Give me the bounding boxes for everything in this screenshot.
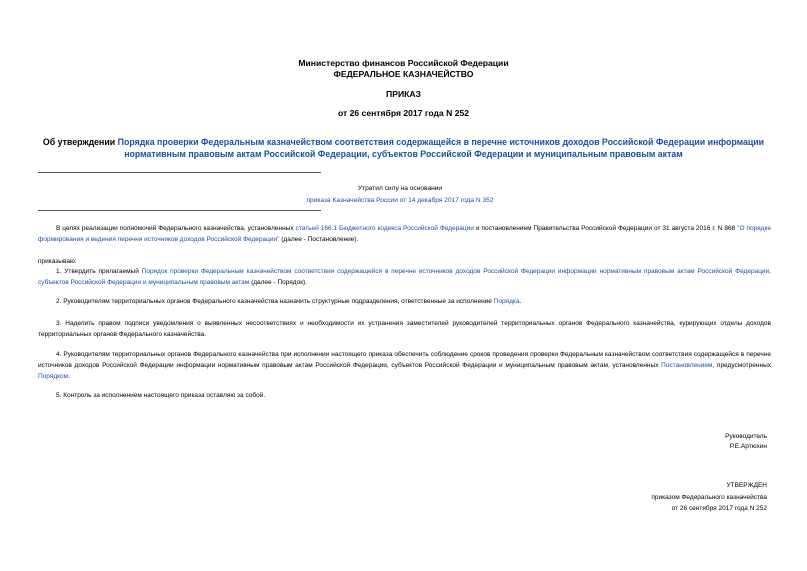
title-prefix: Об утверждении <box>42 137 118 147</box>
item-2-link[interactable]: Порядка <box>493 298 520 305</box>
approval-title: УТВЕРЖДЕН <box>726 482 767 489</box>
item-2-text-1: 2. Руководителям территориальных органов Федерального казначейства назначить структурные подразделения, ответственные за исполнение <box>56 298 494 305</box>
item-4 <box>38 349 771 382</box>
divider-top <box>38 172 321 173</box>
signature-name: Р.Е.Артюхин <box>729 443 767 450</box>
item-4-link-1[interactable]: Постановлением <box>661 362 713 369</box>
item-3: 3. Наделить правом подписи уведомления о выявленных несоответствиях и необходимости их устранения заместителей руководителей территориальных органов Федерального казначейства, курирующих отделы доходов территориальных органов Федерального казначейства. <box>38 320 771 338</box>
approval-line-2: от 26 сентября 2017 года N 252 <box>671 505 767 512</box>
item-1-text-1: 1. Утвердить прилагаемый <box>56 268 142 275</box>
preamble-text-3: (далее - Постановление). <box>279 236 359 243</box>
status-line-1: Утратил силу на основании <box>357 185 443 192</box>
order-word: приказываю: <box>38 258 77 265</box>
signature-role: Руководитель <box>725 433 767 440</box>
item-4-text-3: . <box>68 373 70 380</box>
divider-bottom <box>38 210 321 211</box>
item-4-link-2[interactable]: Порядком <box>38 373 69 380</box>
item-1 <box>38 266 771 288</box>
preamble-paragraph <box>38 223 771 245</box>
preamble-link-2[interactable]: "О порядке формирования и ведения перечня источников доходов Российской Федерации" <box>38 225 771 243</box>
item-1-link[interactable]: Порядок проверки Федеральным казначейством соответствия содержащейся в перечне источников доходов Российской Федерации информации нормативным правовым актам Российской Федерации, субъектов Российской Федерации и муниципальным правовым актам <box>38 268 771 286</box>
preamble-link-1[interactable]: статьей 166.1 Бюджетного кодекса Российской Федерации <box>295 225 474 232</box>
title-link[interactable]: Порядка проверки Федеральным казначейством соответствия содержащейся в перечне источников доходов Российской Федерации информации нормативным правовым актам Российской Федерации, субъектов Российской Федерации и муниципальным правовым актам <box>117 137 765 159</box>
approval-line-1: приказом Федерального казначейства <box>651 494 767 501</box>
preamble-text-2: и постановлением Правительства Российской Федерации от 31 августа 2016 г. N 868 <box>473 225 738 232</box>
doc-type-heading: ПРИКАЗ <box>386 89 421 99</box>
item-4-text-2: , предусмотренных <box>712 362 771 369</box>
item-4-text-1: 4. Руководителям территориальных органов Федерального казначейства при исполнении настоящего приказа обеспечить соблюдение сроков проведения проверки Федеральным казначейством соответствия содержащейся в перечне источников доходов Российской Федерации информации нормативным правовым актам Российской Федерации, субъектов Российской Федерации и муниципальным правовым актам, установленных <box>38 351 771 369</box>
agency-heading: ФЕДЕРАЛЬНОЕ КАЗНАЧЕЙСТВО <box>333 69 474 79</box>
item-2-text-2: . <box>519 298 522 305</box>
ministry-heading: Министерство финансов Российской Федерации <box>298 58 509 68</box>
item-2 <box>38 296 771 307</box>
status-link[interactable]: приказа Казначейства России от 14 декабря 2017 года N 352 <box>306 197 494 204</box>
preamble-text-1: В целях реализации полномочий Федерального казначейства, установленных <box>56 225 296 232</box>
item-1-text-2: (далее - Порядок). <box>249 279 308 286</box>
item-5: 5. Контроль за исполнением настоящего приказа оставляю за собой. <box>56 392 266 399</box>
date-number-heading: от 26 сентября 2017 года N 252 <box>337 108 470 118</box>
document-title <box>40 136 767 160</box>
